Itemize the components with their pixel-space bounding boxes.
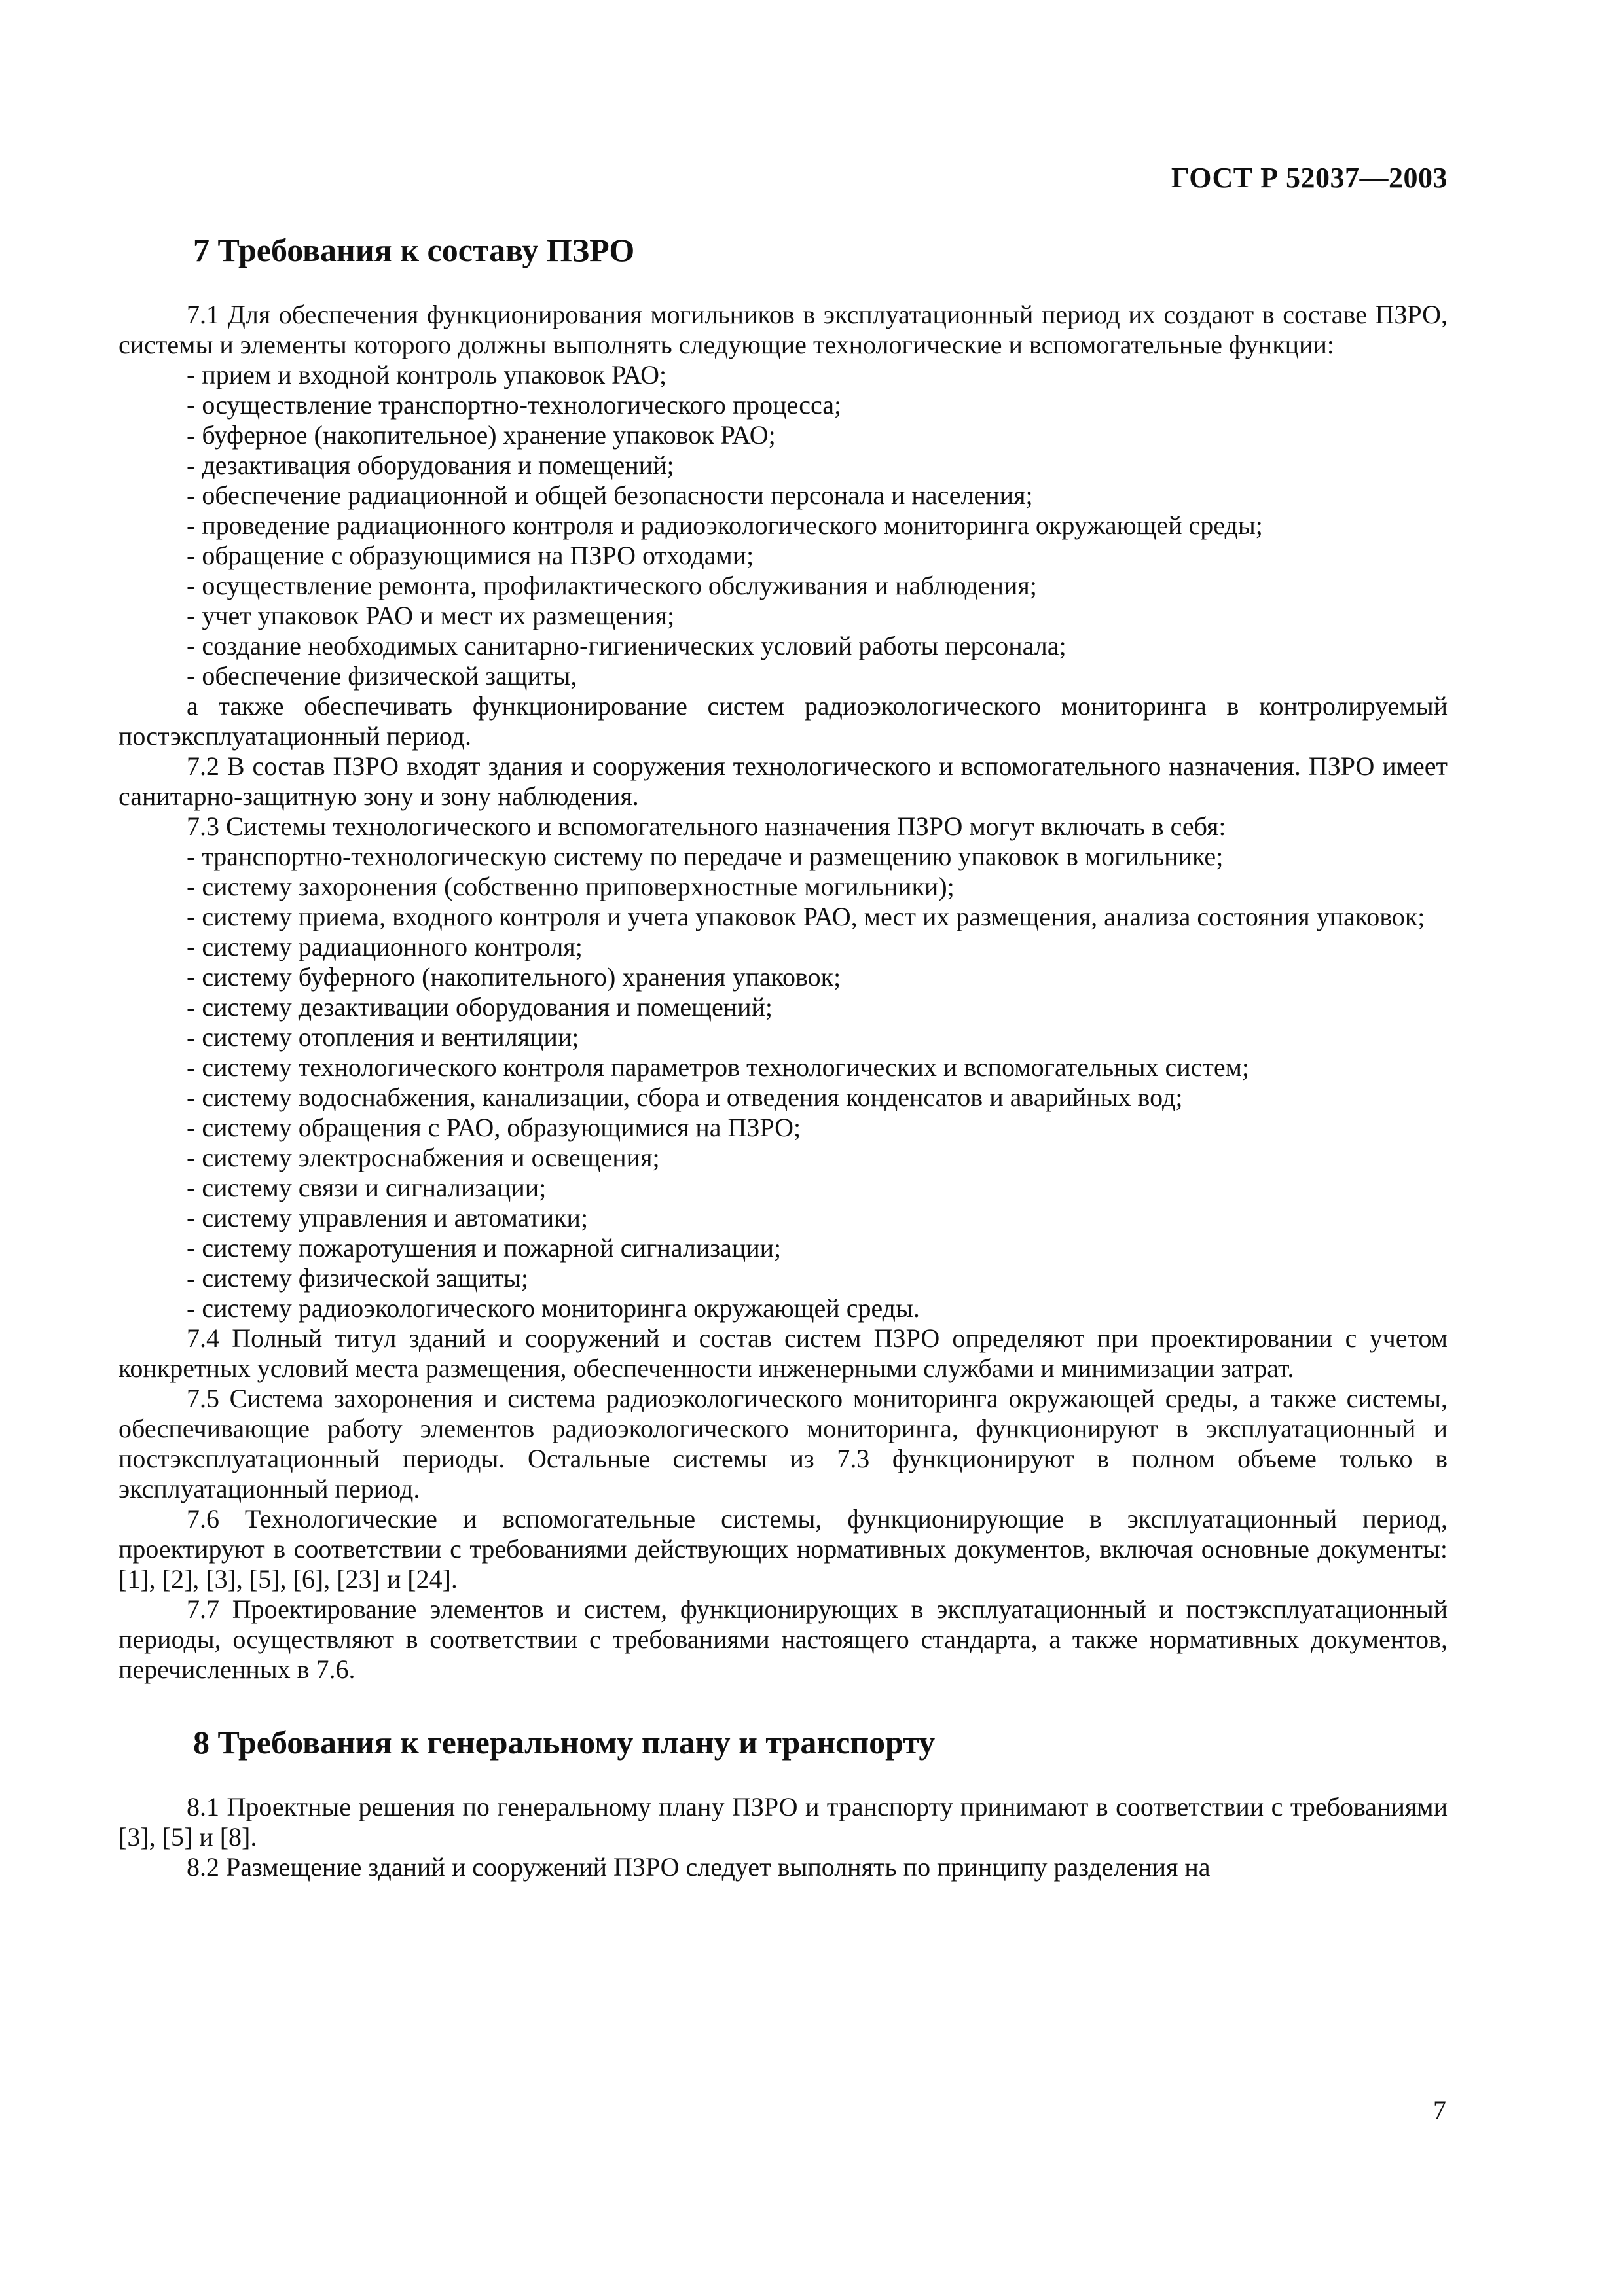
list-item: - обеспечение радиационной и общей безопасности персонала и населения; (187, 480, 1033, 510)
paragraph-7-4: 7.4 Полный титул зданий и сооружений и состав систем ПЗРО определяют при проектировании с учетом конкретных условий места размещения, обеспеченности инженерными службами и минимизации затрат. (119, 1323, 1448, 1383)
document-code: ГОСТ Р 52037—2003 (1171, 162, 1448, 194)
list-item: - систему приема, входного контроля и учета упаковок РАО, мест их размещения, анализа состояния упаковок; (187, 902, 1425, 931)
list-item: - систему дезактивации оборудования и помещений; (187, 992, 773, 1022)
paragraph-8-1: 8.1 Проектные решения по генеральному плану ПЗРО и транспорту принимают в соответствии с требованиями [3], [5] и [8]. (119, 1792, 1448, 1852)
paragraph-7-6: 7.6 Технологические и вспомогательные системы, функционирующие в эксплуатационный период, проектируют в соответствии с требованиями действующих нормативных документов, включая основные документы: [1], [2], [3], [5], [6], [23] и [24]. (119, 1504, 1448, 1594)
list-item: - систему радиоэкологического мониторинга окружающей среды. (187, 1293, 920, 1323)
list-item: - систему технологического контроля параметров технологических и вспомогательных систем; (187, 1052, 1250, 1082)
list-item: - проведение радиационного контроля и радиоэкологического мониторинга окружающей среды; (187, 511, 1263, 540)
list-item: - систему управления и автоматики; (187, 1203, 589, 1232)
list-item: - систему буферного (накопительного) хранения упаковок; (187, 962, 841, 992)
page-number: 7 (1433, 2095, 1446, 2125)
list-item: - систему связи и сигнализации; (187, 1173, 547, 1202)
paragraph-7-2: 7.2 В состав ПЗРО входят здания и сооружения технологического и вспомогательного назначения. ПЗРО имеет санитарно-защитную зону и зону наблюдения. (119, 751, 1448, 811)
section-7-heading: 7 Требования к составу ПЗРО (193, 232, 635, 268)
list-item: - прием и входной контроль упаковок РАО; (187, 360, 667, 389)
list-item: - транспортно-технологическую систему по передаче и размещению упаковок в могильнике; (187, 842, 1224, 871)
list-item: - систему водоснабжения, канализации, сбора и отведения конденсатов и аварийных вод; (187, 1083, 1183, 1112)
list-item: - систему физической защиты; (187, 1263, 528, 1293)
paragraph-7-3: 7.3 Системы технологического и вспомогательного назначения ПЗРО могут включать в себя: (187, 812, 1226, 841)
section-8-heading: 8 Требования к генеральному плану и транспорту (193, 1724, 936, 1761)
paragraph-7-5: 7.5 Система захоронения и система радиоэкологического мониторинга окружающей среды, а также системы, обеспечивающие работу элементов радиоэкологического мониторинга, функционируют в эксплуатационный и постэксплуатационный периоды. Остальные системы из 7.3 функционируют в полном объеме только в эксплуатационный период. (119, 1384, 1448, 1503)
list-item: - создание необходимых санитарно-гигиенических условий работы персонала; (187, 631, 1067, 660)
list-item: - обеспечение физической защиты, (187, 661, 577, 691)
list-item: - буферное (накопительное) хранение упаковок РАО; (187, 420, 776, 450)
paragraph-7-7: 7.7 Проектирование элементов и систем, функционирующих в эксплуатационный и постэксплуатационный периоды, осуществляют в соответствии с требованиями настоящего стандарта, а также нормативных документов, перечисленных в 7.6. (119, 1594, 1448, 1684)
list-item: - осуществление транспортно-технологического процесса; (187, 390, 842, 420)
list-item: - дезактивация оборудования и помещений; (187, 450, 674, 480)
list-item: - систему обращения с РАО, образующимися на ПЗРО; (187, 1113, 801, 1142)
list-item: - обращение с образующимися на ПЗРО отходами; (187, 541, 754, 570)
list-item: - систему пожаротушения и пожарной сигнализации; (187, 1233, 782, 1263)
list-item: - систему радиационного контроля; (187, 932, 583, 961)
paragraph-8-2: 8.2 Размещение зданий и сооружений ПЗРО следует выполнять по принципу разделения на (187, 1852, 1211, 1882)
list-item: - систему захоронения (собственно приповерхностные могильники); (187, 872, 955, 901)
list-item: - систему отопления и вентиляции; (187, 1022, 579, 1052)
page-content (119, 230, 1448, 1882)
paragraph-7-1-tail: а также обеспечивать функционирование систем радиоэкологического мониторинга в контролируемый постэксплуатационный период. (119, 691, 1448, 751)
list-item: - систему электроснабжения и освещения; (187, 1143, 660, 1172)
list-item: - осуществление ремонта, профилактического обслуживания и наблюдения; (187, 571, 1037, 600)
list-item: - учет упаковок РАО и мест их размещения; (187, 601, 675, 630)
paragraph-7-1: 7.1 Для обеспечения функционирования могильников в эксплуатационный период их создают в составе ПЗРО, системы и элементы которого должны выполнять следующие технологические и вспомогательные функции: (119, 300, 1448, 359)
